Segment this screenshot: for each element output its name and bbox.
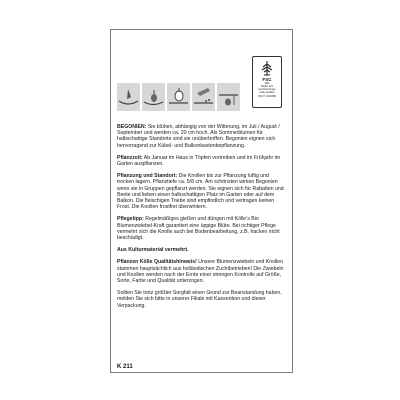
text-begonien: Sie blühen, abhängig von der Witterung, im Juli / August / September und werden ca. 20 cm hoch. Als Sommerblumen für halbschattige Standorte sind sie unübertroffen. Begonien eignen sich hervorragend zur Kübel- und Balkonkastenbepflanzung.	[117, 124, 280, 149]
paragraph-pflanzung	[117, 173, 285, 210]
fsc-code: FSC® C116086	[257, 95, 277, 98]
fsc-line3: vollen Quellen	[259, 91, 275, 94]
paragraph-qualitaet	[117, 259, 285, 284]
text-pflegetipp: Regelmäßiges gießen und düngen mit Kölle’s Bio Blumenzwiebel-Kraft garantiert eine üppige Blüte. Bei richtiger Pflege vermehrt sich die Knolle auch bei Bodenbearbeitung, z.B. hacken nicht beschädigt.	[117, 216, 280, 242]
planting-pictograms	[117, 83, 241, 111]
label-kulturmaterial: Aus Kulturmaterial vermehrt.	[117, 247, 189, 254]
text-beanstandung: Sollten Sie trotz größter Sorgfalt einen Grund zur Beanstandung haben, melden Sie sich bitte in unserer Filiale mit Kassenbon und dieser Verpackung.	[117, 290, 282, 309]
paragraph-pflanzzeit	[117, 155, 285, 167]
label-qualitaet: Pflanzen Kölle Qualitätshinweis!	[117, 259, 197, 266]
fsc-logo	[252, 56, 282, 108]
fsc-mix: MIX	[264, 82, 270, 85]
bulb-depth-icon	[217, 83, 240, 111]
label-pflanzung: Pflanzung und Standort:	[117, 173, 178, 180]
planting-hole-icon	[117, 83, 140, 111]
paragraph-beanstandung	[117, 290, 285, 309]
covering-soil-icon	[192, 83, 215, 111]
bulb-placement-icon	[142, 83, 165, 111]
description-text	[117, 124, 285, 315]
label-pflegetipp: Pflegetipp:	[117, 216, 144, 223]
label-pflanzzeit: Pflanzzeit:	[117, 154, 143, 161]
paragraph-begonien	[117, 124, 285, 149]
watering-can-icon	[167, 83, 190, 111]
paragraph-kulturmaterial	[117, 247, 285, 253]
label-begonien: BEGONIEN:	[117, 124, 147, 130]
fsc-title: FSC	[262, 77, 272, 82]
fsc-line2: Papier aus verantwortungs-	[258, 85, 276, 91]
text-pflanzzeit: Ab Januar im Haus in Töpfen vortreiben und im Frühjahr im Garten auspflanzen.	[117, 154, 281, 168]
paragraph-pflegetipp	[117, 216, 285, 241]
text-pflanzung: Die Knollen bis zur Pflanzung luftig und trocken lagern. Pflanztiefe ca. 5/8 cm. Am schönsten wirken Begonien wenn sie in Gruppen gepflanzt werden. Sie eignen sich für Rabatten und Beete und lieben einen halbschattigen Platz im Garten oder auf dem Balkon. Die fleischigen Triebe sind empfindlich und vertragen keinen Frost. Die Knollen frostfrei überwintern.	[117, 173, 284, 211]
text-qualitaet: Unsere Blumenzwiebeln und Knollen stammen hauptsächlich aus holländischen Zuchtbetrieben! Die Zwiebeln und Knollen werden nach der Ernte einer strengen Kontrolle auf Größe, Sorte, Farbe und Qualität unterzogen.	[117, 259, 284, 285]
article-code: K 211	[117, 364, 133, 370]
fsc-tree-icon	[260, 60, 274, 76]
